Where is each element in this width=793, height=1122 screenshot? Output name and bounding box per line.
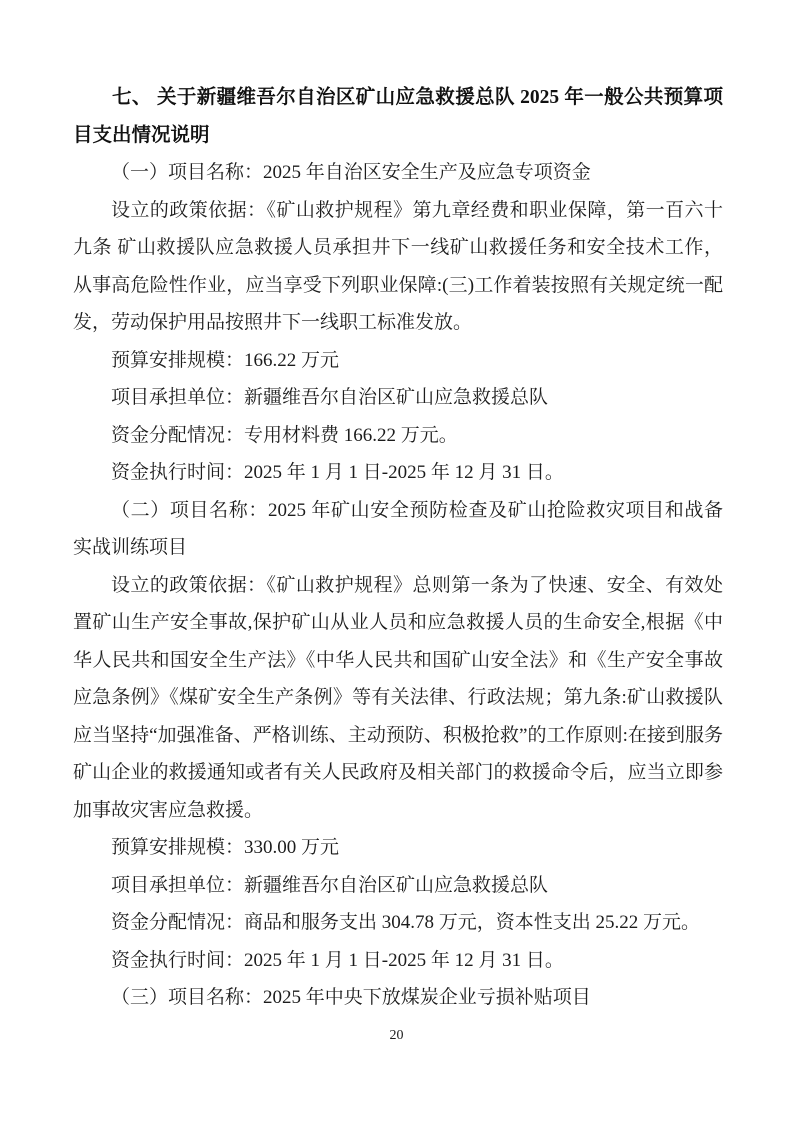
paragraph-project-2-policy-basis: 设立的政策依据：《矿山救护规程》总则第一条为了快速、安全、有效处置矿山生产安全事故,保护矿山从业人员和应急救援人员的生命安全,根据《中华人民共和国安全生产法》《中华人民共和国矿山安全法》和《生产安全事故应急条例》《煤矿安全生产条例》等有关法律、行政法规；第九条:矿山救援队应当坚持“加强准备、严格训练、主动预防、积极抢救”的工作原则:在接到服务矿山企业的救援通知或者有关人民政府及相关部门的救援命令后，应当立即参加事故灾害应急救援。 bbox=[73, 574, 723, 821]
paragraph-project-1-undertaking-unit: 项目承担单位：新疆维吾尔自治区矿山应急救援总队 bbox=[111, 387, 549, 408]
paragraph-project-2-undertaking-unit: 项目承担单位：新疆维吾尔自治区矿山应急救援总队 bbox=[111, 874, 549, 896]
paragraph-project-2-budget-scale: 预算安排规模：330.00 万元 bbox=[111, 837, 340, 858]
paragraph-project-1-budget-scale: 预算安排规模：166.22 万元 bbox=[111, 349, 340, 371]
page-number: 20 bbox=[389, 1028, 404, 1043]
document-body bbox=[73, 79, 723, 1017]
paragraph-project-2-fund-allocation: 资金分配情况：商品和服务支出 304.78 万元，资本性支出 25.22 万元。 bbox=[111, 912, 701, 933]
paragraph-project-1-name: （一）项目名称：2025 年自治区安全生产及应急专项资金 bbox=[111, 162, 591, 183]
paragraph-project-2-execution-period: 资金执行时间：2025 年 1 月 1 日-2025 年 12 月 31 日。 bbox=[111, 949, 564, 971]
paragraph-project-2-name: （二）项目名称：2025 年矿山安全预防检查及矿山抢险救灾项目和战备实战训练项目 bbox=[73, 499, 723, 558]
paragraph-project-1-policy-basis: 设立的政策依据：《矿山救护规程》第九章经费和职业保障，第一百六十九条 矿山救援队应急救援人员承担井下一线矿山救援任务和安全技术工作，从事高危险性作业，应当享受下列职业保障:(三)工作着装按照有关规定统一配发，劳动保护用品按照井下一线职工标准发放。 bbox=[73, 199, 723, 333]
paragraph-project-1-execution-period: 资金执行时间：2025 年 1 月 1 日-2025 年 12 月 31 日。 bbox=[111, 462, 564, 483]
section-heading: 七、 关于新疆维吾尔自治区矿山应急救援总队 2025 年一般公共预算项目支出情况说明 bbox=[73, 87, 723, 146]
paragraph-project-1-fund-allocation: 资金分配情况：专用材料费 166.22 万元。 bbox=[111, 424, 458, 446]
paragraph-project-3-name: （三）项目名称：2025 年中央下放煤炭企业亏损补贴项目 bbox=[111, 987, 591, 1008]
